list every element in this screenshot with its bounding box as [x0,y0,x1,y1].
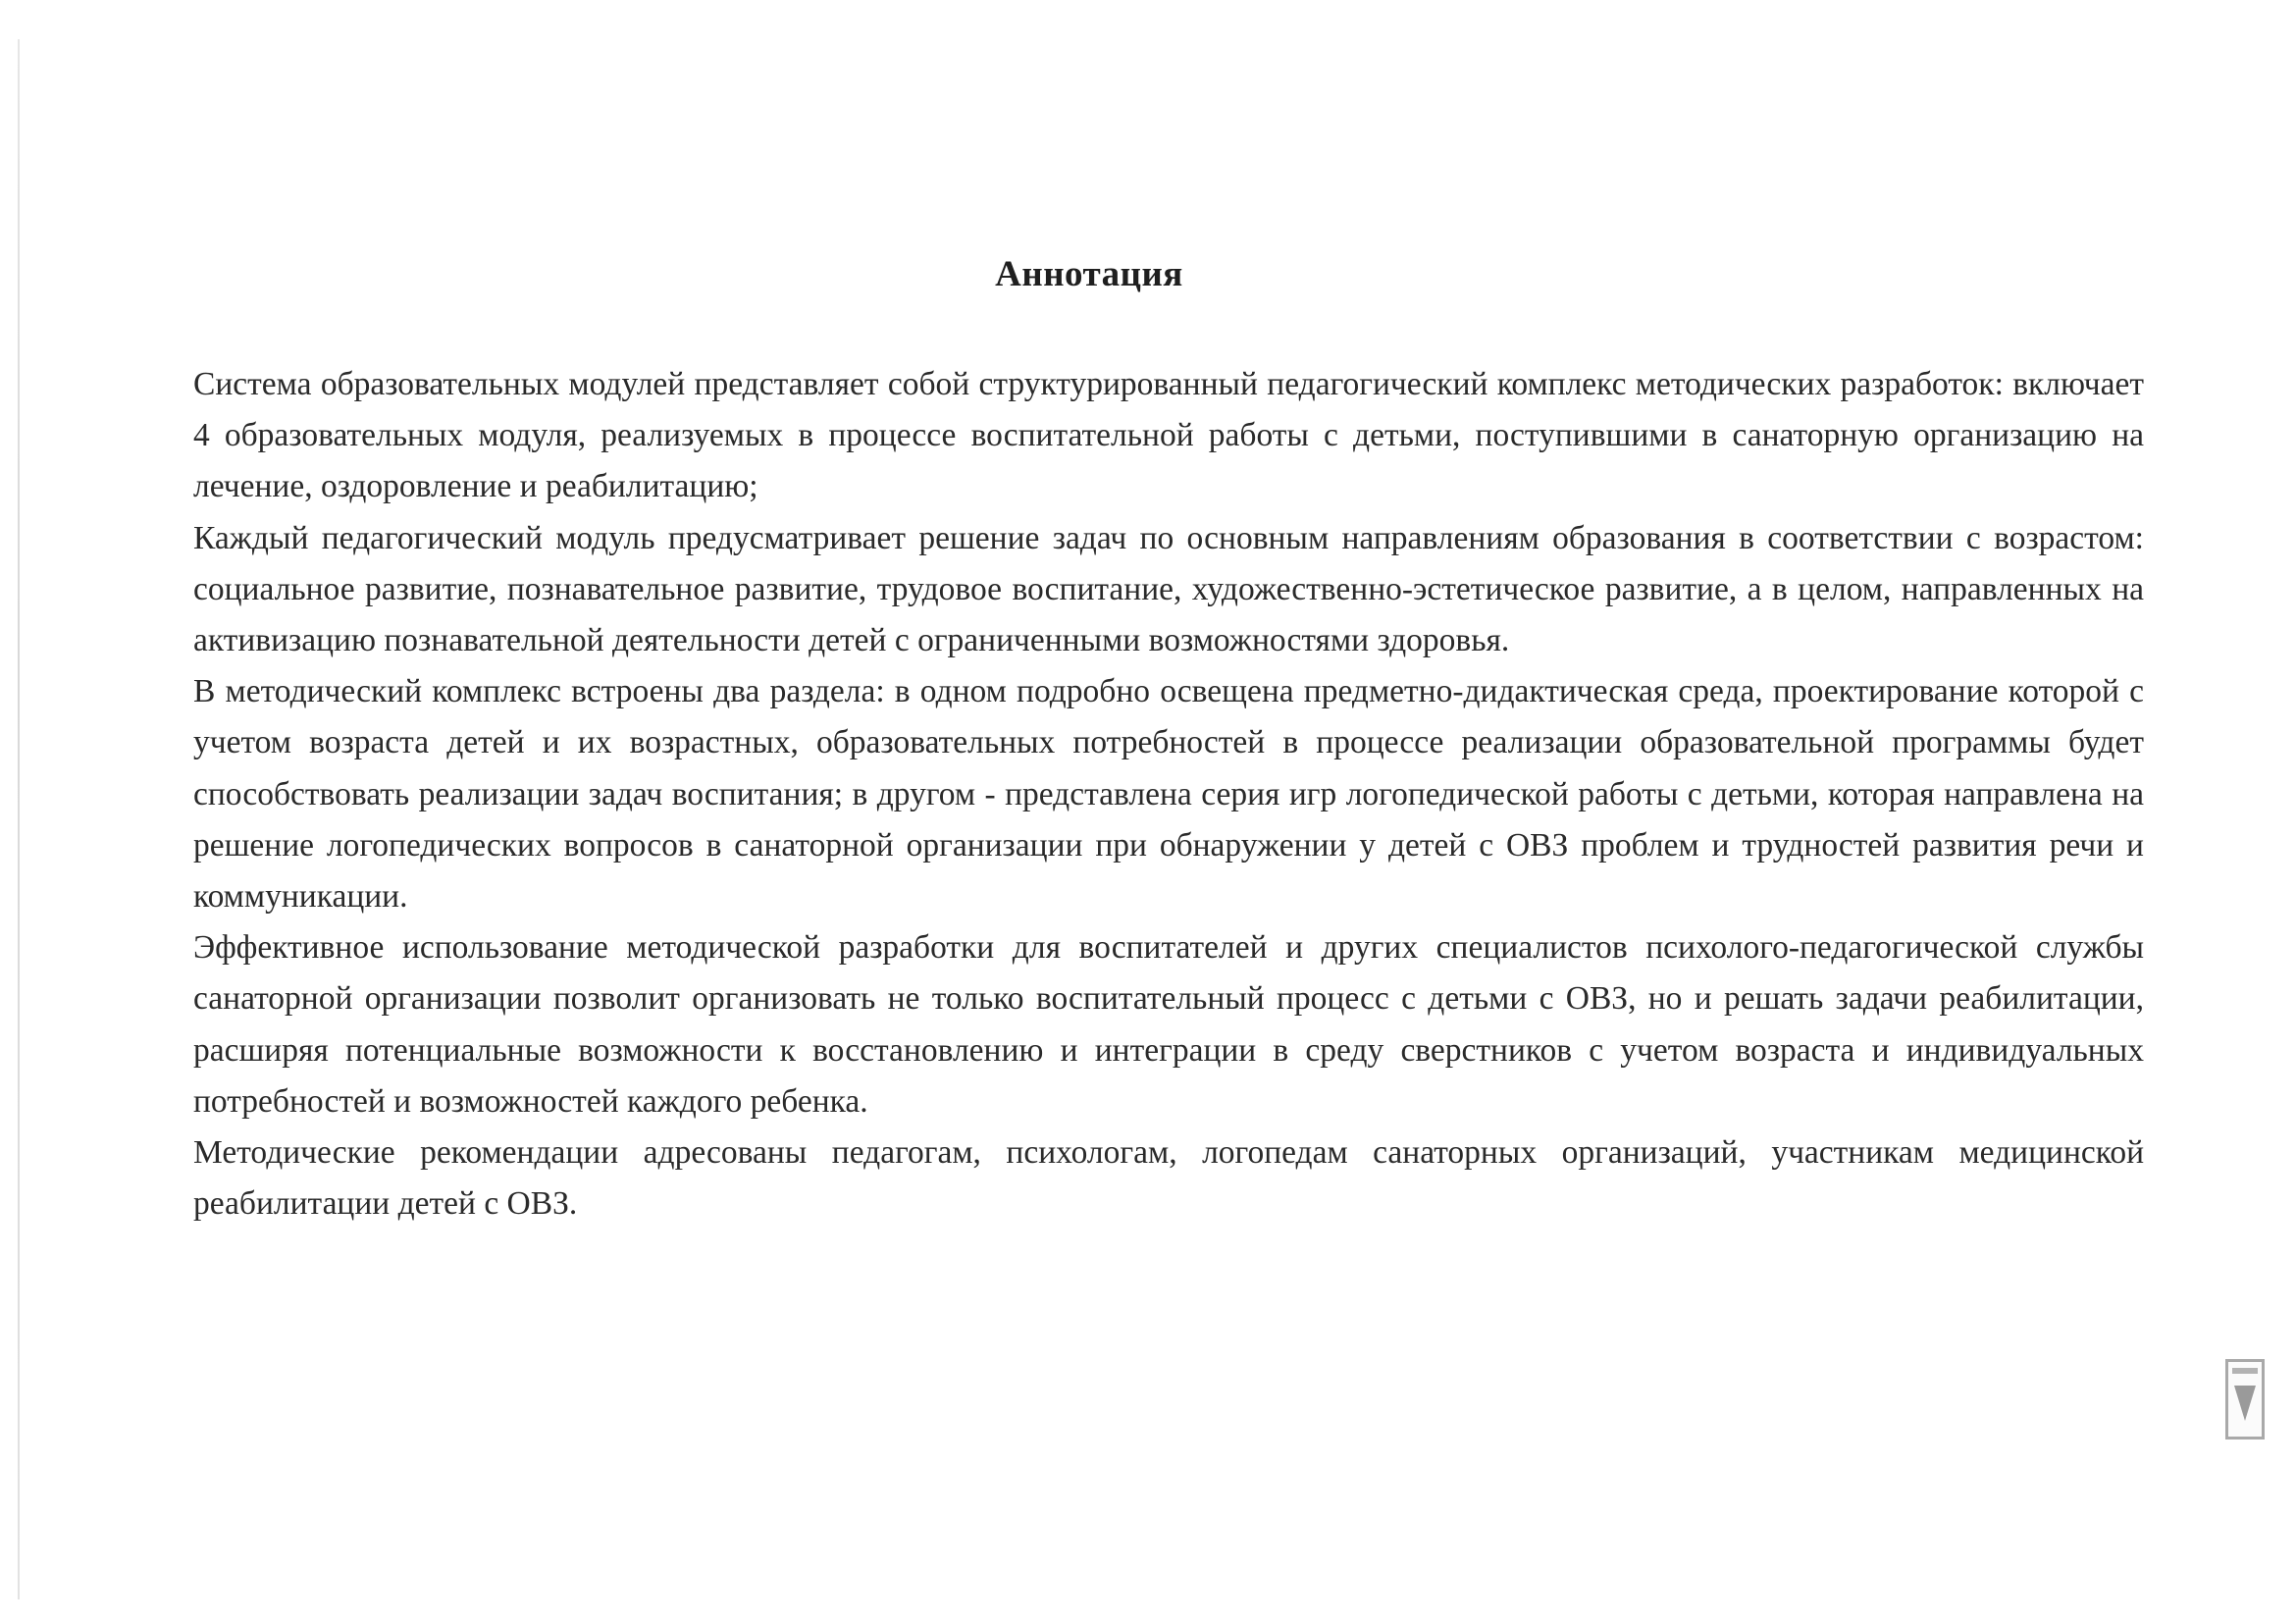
down-triangle-icon [2234,1386,2256,1421]
paragraph-3: В методический комплекс встроены два раздела: в одном подробно освещена предметно-дидактическая среда, проектирование которой с учетом возраста детей и их возрастных, образовательных потребностей в процессе реализации образовательной программы будет способствовать реализации задач воспитания; в другом - представлена серия игр логопедической работы с детьми, которая направлена на решение логопедических вопросов в санаторной организации при обнаружении у детей с ОВЗ проблем и трудностей развития речи и коммуникации. [193,673,2144,916]
paragraph-2: Каждый педагогический модуль предусматривает решение задач по основным направлениям образования в соответствии с возрастом: социальное развитие, познавательное развитие, трудовое воспитание, художественно-эстетическое развитие, а в целом, направленных на активизацию познавательной деятельности детей с ограниченными возможностями здоровья. [193,519,2144,659]
annotation-body [193,359,2144,1230]
paragraph-1: Система образовательных модулей представляет собой структурированный педагогический комплекс методических разработок: включает 4 образовательных модуля, реализуемых в процессе воспитательной работы с детьми, поступившими в санаторную организацию на лечение, оздоровление и реабилитацию; [193,366,2144,505]
paragraph-5: Методические рекомендации адресованы педагогам, психологам, логопедам санаторных организаций, участникам медицинской реабилитации детей с ОВЗ. [193,1134,2144,1223]
paragraph-4: Эффективное использование методической разработки для воспитателей и других специалистов психолого-педагогической службы санаторной организации позволит организовать не только воспитательный процесс с детьми с ОВЗ, но и решать задачи реабилитации, расширяя потенциальные возможности к восстановлению и интеграции в среду сверстников с учетом возраста и индивидуальных потребностей и возможностей каждого ребенка. [193,929,2144,1120]
document-title: Аннотация [995,254,1183,294]
scroll-bar-mark [2232,1368,2258,1374]
next-page-button[interactable] [2225,1359,2265,1440]
